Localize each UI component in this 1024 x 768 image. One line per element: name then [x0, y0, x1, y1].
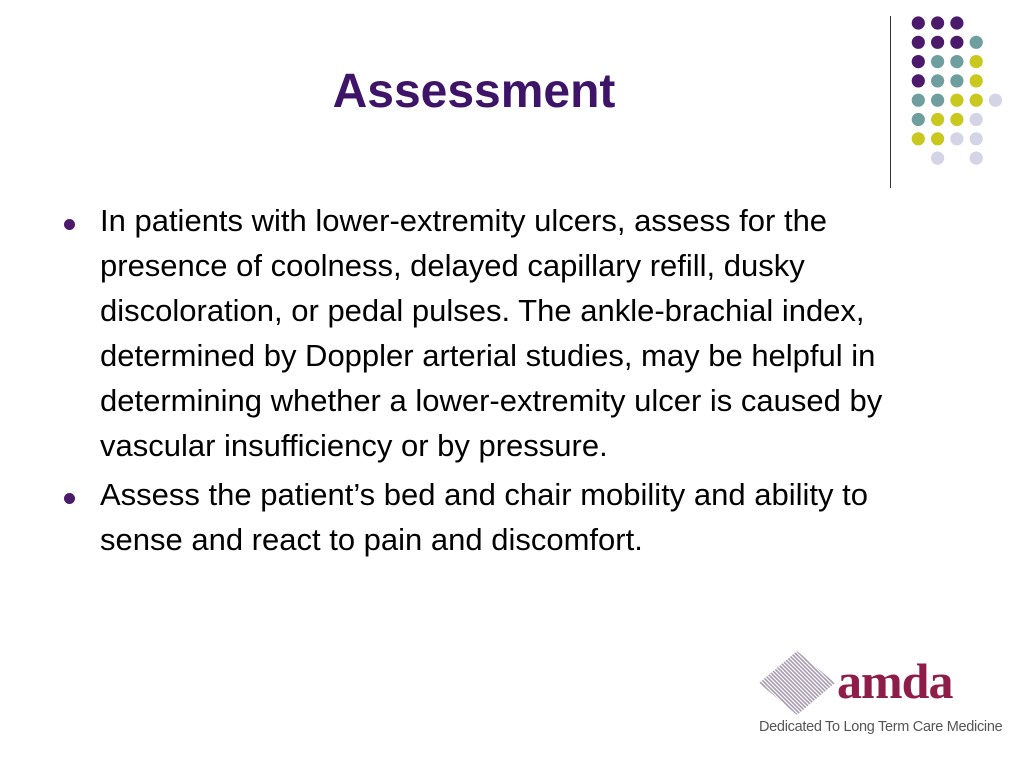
decor-dot	[989, 94, 1002, 107]
bullet-dot-icon	[64, 493, 75, 504]
decor-dot	[912, 36, 925, 49]
decor-dot	[950, 36, 963, 49]
logo-stripe	[755, 645, 757, 715]
decor-dot	[912, 16, 925, 29]
decor-dot	[931, 16, 944, 29]
decor-dot	[950, 55, 963, 68]
logo-tagline: Dedicated To Long Term Care Medicine	[759, 719, 1003, 735]
logo-wordmark: amda	[837, 653, 953, 709]
bullet-dot-icon	[64, 219, 75, 230]
bullet-list	[56, 198, 936, 566]
bullet-item	[56, 198, 936, 468]
amda-logo	[755, 645, 1003, 745]
decor-dot	[970, 94, 983, 107]
decor-dot	[970, 152, 983, 165]
decor-dot	[970, 74, 983, 87]
diamond-logo-icon	[755, 645, 845, 715]
decor-dot	[931, 152, 944, 165]
decor-dot	[970, 132, 983, 145]
decor-dot	[931, 36, 944, 49]
logo-stripe	[755, 645, 765, 715]
logo-stripe	[755, 645, 761, 715]
logo-stripe	[755, 645, 813, 715]
decor-dot	[970, 55, 983, 68]
divider-line	[890, 16, 891, 188]
decor-dot	[950, 16, 963, 29]
logo-stripe	[755, 645, 789, 715]
slide-title: Assessment	[332, 65, 616, 118]
decor-dot	[950, 94, 963, 107]
decor-dot	[970, 113, 983, 126]
decor-dot	[912, 132, 925, 145]
decor-dot	[970, 36, 983, 49]
decor-dot	[950, 113, 963, 126]
decor-dot	[950, 132, 963, 145]
decor-dot	[950, 74, 963, 87]
bullet-text: In patients with lower-extremity ulcers, assess for the presence of coolness, delayed capillary refill, dusky discoloration, or pedal pulses. The ankle-brachial index, determined by Doppler arterial studies, may be helpful in determining whether a lower-extremity ulcer is caused by vascular insufficiency or by pressure.	[100, 203, 883, 463]
bullet-text: Assess the patient’s bed and chair mobility and ability to sense and react to pain and discomfort.	[100, 477, 868, 557]
bullet-item	[56, 472, 936, 562]
decor-dot	[931, 132, 944, 145]
